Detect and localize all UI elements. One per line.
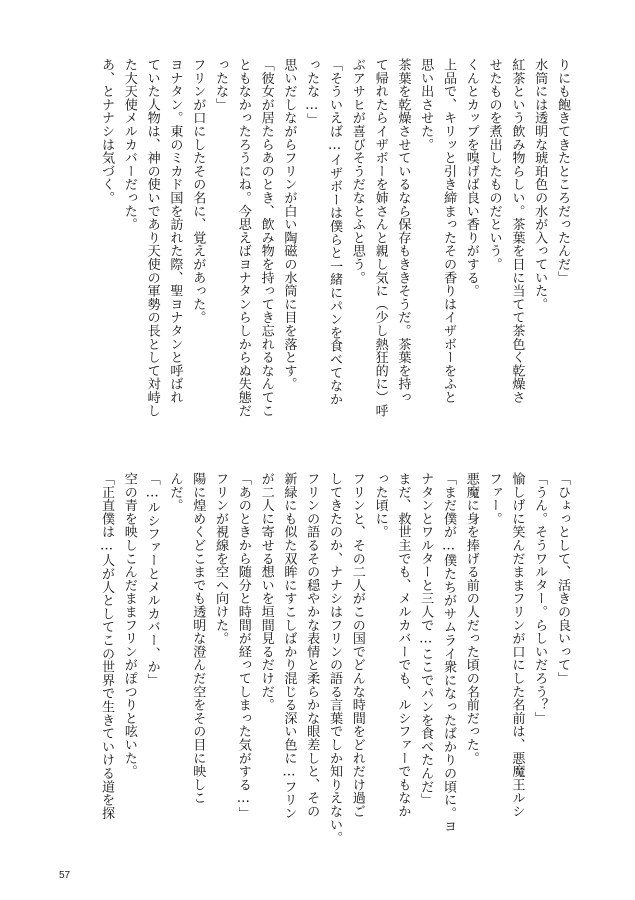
- text-line: 茶葉を乾燥させているなら保存もききそうだ。茶葉を持っ: [395, 58, 411, 404]
- page-number: 57: [59, 870, 71, 881]
- text-line: ったな」: [213, 58, 229, 112]
- text-line: フリンの語るその穏やかな表情と柔らかな眼差しと、その: [304, 472, 320, 818]
- lower-text-block: [53, 472, 573, 850]
- text-line: が二人に寄せる想いを垣間見るだけだ。: [258, 472, 274, 712]
- text-line: 愉しげに笑んだままフリンが口にした名前は、悪魔王ルシ: [509, 472, 525, 818]
- text-line: せたものを煮出したものだという。: [486, 58, 502, 271]
- text-line: 「まだ僕が…僕たちがサムライ衆になったばかりの頃に。ヨ: [441, 472, 457, 833]
- text-line: 新緑にも似た双眸にすこしばかり混じる深い色に…フリン: [281, 472, 297, 820]
- text-line: してきたのか、ナナシはフリンの語る言葉でしか知りえない。: [327, 472, 343, 845]
- text-line: 思い出させた。: [418, 58, 434, 152]
- text-line: 悪魔に身を捧げる前の人だった頃の名前だった。: [463, 472, 479, 765]
- text-line: ファー。: [486, 472, 502, 526]
- text-line: ていた人物は、神の使いであり天使の軍勢の長として対峙し: [144, 58, 160, 418]
- text-line: 空の青を映しこんだままフリンがぽつりと呟いた。: [121, 472, 137, 778]
- text-line: 上品で、キリッと引き締まったその香りはイザボーをふと: [441, 58, 457, 404]
- text-line: ったな…」: [304, 58, 320, 127]
- text-line: まだ、救世主でも、メルカバーでも、ルシファーでもなか: [395, 472, 411, 818]
- text-line: 紅茶という飲み物らしい。茶葉を日に当てて茶色く乾燥さ: [509, 58, 525, 404]
- text-line: ともなかったろうにね。今思えばヨナタンらしからぬ失態だ: [235, 58, 251, 418]
- text-line: くんとカップを嗅げば良い香りがする。: [463, 58, 479, 298]
- text-line: ヨナタン。東のミカド国を訪れた際、聖ヨナタンと呼ばれ: [167, 58, 183, 404]
- text-line: 「…ルシファーとメルカバー、か」: [144, 472, 160, 687]
- text-line: 「あのときから随分と時間が経ってしまった気がする…」: [235, 472, 251, 820]
- text-line: て帰れたらイザボーを姉さんと親し気に（少し熱狂的に）呼: [372, 58, 388, 418]
- text-line: った頃に。: [372, 472, 388, 539]
- text-line: ぶアサヒが喜びそうだなとふと思う。: [349, 58, 365, 285]
- text-line: た大天使メルカバーだった。: [121, 58, 137, 231]
- text-line: りにも飽きてきたところだったんだ」: [555, 58, 570, 285]
- text-line: 「正直僕は…人が人としてこの世界で生きていける道を探: [99, 472, 115, 820]
- text-line: フリンと、その二人がこの国でどんな時間をどれだけ過ご: [349, 472, 365, 818]
- text-line: フリンが視線を空へ向けた。: [213, 472, 229, 645]
- text-line: 「うん。そうワルター。らしいだろう？」: [532, 472, 548, 725]
- upper-text-block: [53, 58, 573, 436]
- text-line: んだ。: [167, 472, 183, 512]
- text-line: 「彼女が居たらあのとき、飲み物を持ってき忘れるなんてこ: [258, 58, 274, 418]
- text-line: 「ひょっとして、活きの良いって」: [555, 472, 570, 685]
- text-line: ナタンとワルターと三人で…ここでパンを食べたんだ」: [418, 472, 434, 807]
- text-line: 陽に煌めくどこまでも透明な澄んだ空をその目に映しこ: [190, 472, 206, 805]
- text-line: あ、とナナシは気づく。: [99, 58, 115, 205]
- text-line: 「そういえば…イザボーは僕らと一緒にパンを食べてなか: [327, 58, 343, 406]
- text-line: フリンが口にしたその名に、覚えがあった。: [190, 58, 206, 324]
- text-line: 思いだしながらフリンが白い陶磁の水筒に目を落とす。: [281, 58, 297, 391]
- text-line: 水筒には透明な琥珀色の水が入っていた。: [532, 58, 548, 311]
